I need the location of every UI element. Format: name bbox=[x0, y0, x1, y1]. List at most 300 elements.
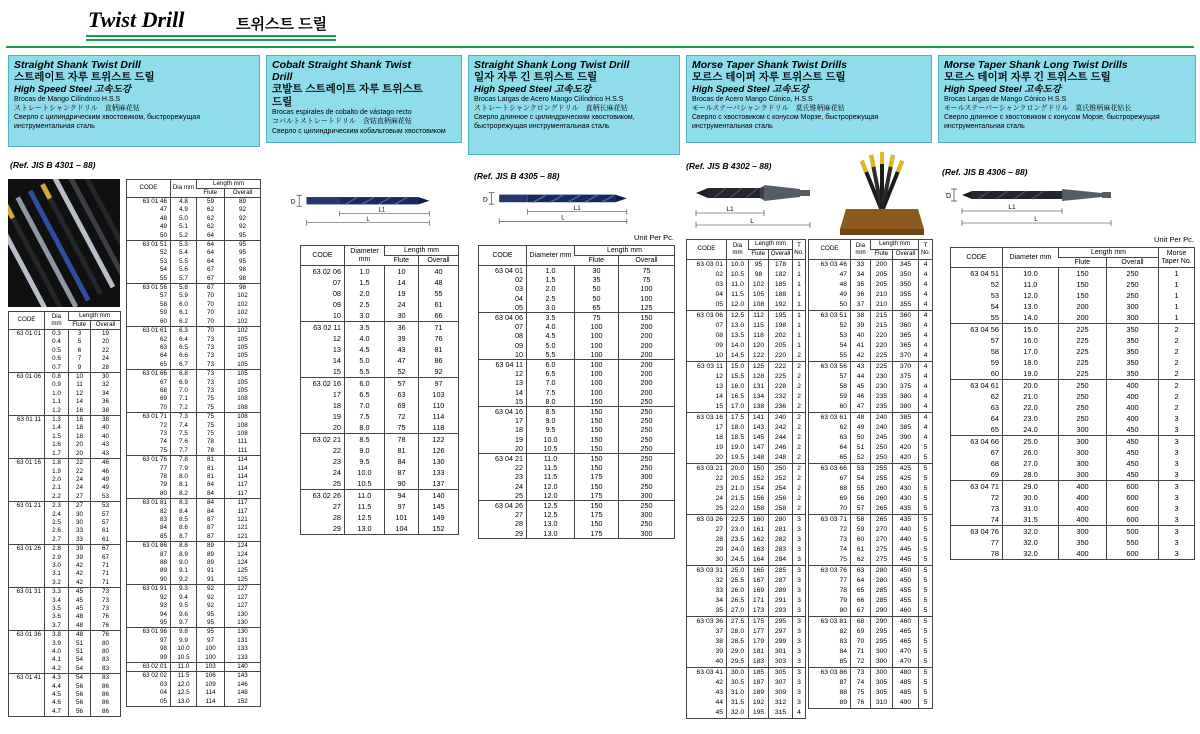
taper-cell: 2 bbox=[1159, 402, 1195, 413]
flute-cell: 260 bbox=[871, 494, 893, 504]
flute-cell: 100 bbox=[575, 378, 619, 387]
size-row bbox=[9, 355, 121, 363]
flute-cell: 175 bbox=[575, 491, 619, 501]
flute-cell: 150 bbox=[575, 501, 619, 511]
flute-cell: 300 bbox=[1059, 458, 1107, 469]
overall-cell: 117 bbox=[225, 481, 261, 489]
code-cell: 54 bbox=[990, 302, 999, 311]
overall-cell: 49 bbox=[91, 484, 121, 492]
overall-cell: 121 bbox=[225, 524, 261, 532]
overall-cell: 365 bbox=[893, 331, 919, 341]
flute-cell: 81 bbox=[385, 445, 419, 456]
flute-cell: 225 bbox=[1059, 346, 1107, 357]
overall-cell: 133 bbox=[225, 654, 261, 663]
dia-cell: 40 bbox=[851, 331, 871, 341]
col-header-dia: Dia mm bbox=[171, 180, 197, 198]
size-row bbox=[301, 366, 459, 378]
size-row bbox=[301, 400, 459, 411]
size-row bbox=[127, 465, 261, 473]
overall-cell: 53 bbox=[91, 502, 121, 511]
dia-cell: 19.0 bbox=[727, 443, 749, 453]
code-cell bbox=[9, 554, 45, 562]
size-row bbox=[687, 688, 806, 698]
flute-cell: 100 bbox=[575, 331, 619, 340]
taper-cell: 3 bbox=[793, 525, 806, 535]
size-row bbox=[687, 260, 806, 271]
overall-cell: 385 bbox=[893, 423, 919, 433]
col-header-overall: Overall bbox=[419, 256, 459, 266]
size-row bbox=[9, 373, 121, 382]
size-row bbox=[127, 438, 261, 446]
flute-cell: 285 bbox=[871, 596, 893, 606]
overall-cell: 178 bbox=[769, 260, 793, 271]
overall-cell: 100 bbox=[619, 294, 675, 303]
dia-cell: 60 bbox=[851, 535, 871, 545]
size-row bbox=[809, 372, 933, 382]
size-row bbox=[127, 524, 261, 532]
taper-cell: 1 bbox=[793, 300, 806, 311]
col-header-length: Length mm bbox=[1059, 248, 1159, 258]
dia-cell: 27.0 bbox=[727, 606, 749, 617]
size-table-straight-small bbox=[8, 311, 121, 717]
code-cell: 23 bbox=[332, 457, 341, 466]
dia-cell: 4.5 bbox=[527, 331, 575, 340]
overall-cell: 61 bbox=[91, 527, 121, 535]
size-row bbox=[951, 290, 1195, 301]
dia-cell: 7.3 bbox=[171, 413, 197, 422]
flute-cell: 290 bbox=[871, 617, 893, 628]
overall-cell: 200 bbox=[619, 360, 675, 370]
col-header-overall: Overall bbox=[225, 189, 261, 198]
overall-cell: 76 bbox=[91, 622, 121, 631]
overall-cell: 291 bbox=[769, 596, 793, 606]
code-cell: 63 02 16 bbox=[312, 379, 341, 388]
flute-cell: 161 bbox=[749, 525, 769, 535]
overall-cell: 350 bbox=[1107, 324, 1159, 336]
flute-cell: 48 bbox=[69, 622, 91, 631]
flute-cell: 164 bbox=[749, 555, 769, 566]
overall-cell: 124 bbox=[225, 542, 261, 551]
overall-cell: 246 bbox=[769, 443, 793, 453]
dia-cell: 12.0 bbox=[527, 491, 575, 501]
size-row bbox=[479, 425, 675, 434]
size-row bbox=[809, 464, 933, 475]
size-row bbox=[127, 516, 261, 524]
code-cell: 14 bbox=[715, 393, 723, 400]
overall-cell: 600 bbox=[1107, 503, 1159, 514]
dia-cell: 30.0 bbox=[727, 668, 749, 679]
overall-cell: 127 bbox=[225, 594, 261, 602]
flute-cell: 24 bbox=[69, 476, 91, 484]
size-row bbox=[951, 469, 1195, 481]
code-cell: 62 bbox=[159, 335, 167, 343]
code-cell: 63 bbox=[839, 434, 847, 441]
size-row bbox=[127, 490, 261, 499]
size-row bbox=[951, 301, 1195, 312]
flute-cell: 173 bbox=[749, 606, 769, 617]
flute-cell: 210 bbox=[871, 300, 893, 311]
dia-cell: 75 bbox=[851, 688, 871, 698]
dia-cell: 13.0 bbox=[171, 698, 197, 707]
size-row bbox=[687, 504, 806, 515]
size-row bbox=[951, 268, 1195, 280]
dia-cell: 17.0 bbox=[1003, 346, 1059, 357]
overall-cell: 240 bbox=[769, 413, 793, 424]
code-cell: 63 02 01 bbox=[142, 662, 167, 670]
code-cell: 68 bbox=[990, 459, 999, 468]
taper-cell: 4 bbox=[919, 413, 933, 424]
overall-cell: 200 bbox=[619, 341, 675, 350]
dia-cell: 7.8 bbox=[171, 456, 197, 465]
dia-cell: 19.0 bbox=[1003, 368, 1059, 380]
flute-cell: 52 bbox=[385, 366, 419, 378]
col-header-length: Length mm bbox=[197, 180, 261, 189]
flute-cell: 27 bbox=[69, 493, 91, 502]
taper-cell: 1 bbox=[1159, 279, 1195, 290]
overall-cell: 303 bbox=[769, 657, 793, 668]
size-row bbox=[127, 395, 261, 403]
size-row bbox=[301, 512, 459, 523]
overall-cell: 293 bbox=[769, 606, 793, 617]
flute-cell: 400 bbox=[1059, 548, 1107, 560]
flute-cell: 100 bbox=[575, 350, 619, 360]
code-cell: 73 bbox=[990, 504, 999, 513]
section-title-es: Brocas Largas de Acero Mango Cilíndrico H.S.S bbox=[474, 96, 624, 104]
size-row bbox=[9, 597, 121, 605]
size-row bbox=[809, 606, 933, 617]
size-row bbox=[479, 313, 675, 323]
taper-cell: 5 bbox=[919, 494, 933, 504]
code-cell bbox=[9, 579, 45, 588]
flute-cell: 181 bbox=[749, 647, 769, 657]
code-cell: 04 bbox=[159, 689, 167, 697]
size-row bbox=[809, 535, 933, 545]
flute-cell: 72 bbox=[385, 411, 419, 422]
overall-cell: 460 bbox=[893, 617, 919, 628]
code-cell: 73 bbox=[159, 429, 167, 437]
flute-cell: 62 bbox=[197, 215, 225, 223]
size-row bbox=[809, 504, 933, 515]
size-row bbox=[127, 361, 261, 370]
flute-cell: 30 bbox=[385, 310, 419, 322]
overall-cell: 86 bbox=[91, 683, 121, 691]
size-row bbox=[809, 668, 933, 679]
dia-cell: 4.8 bbox=[171, 198, 197, 207]
size-row bbox=[9, 459, 121, 468]
overall-cell: 225 bbox=[769, 372, 793, 382]
size-row bbox=[479, 529, 675, 539]
size-row bbox=[809, 484, 933, 494]
size-row bbox=[951, 346, 1195, 357]
overall-cell: 34 bbox=[91, 390, 121, 398]
flute-cell: 265 bbox=[871, 515, 893, 526]
flute-cell: 150 bbox=[1059, 290, 1107, 301]
code-cell: 63 04 21 bbox=[495, 454, 523, 464]
dia-cell: 44 bbox=[851, 372, 871, 382]
flute-cell: 280 bbox=[871, 576, 893, 586]
overall-cell: 76 bbox=[91, 631, 121, 640]
section-title-es: Brocas de Acero Mango Cónico, H.S.S bbox=[692, 96, 813, 104]
flute-cell: 102 bbox=[749, 280, 769, 290]
flute-cell: 171 bbox=[749, 596, 769, 606]
size-row bbox=[951, 526, 1195, 538]
overall-cell: 297 bbox=[769, 627, 793, 637]
code-cell: 63 04 01 bbox=[495, 266, 523, 275]
taper-cell: 5 bbox=[919, 453, 933, 464]
flute-cell: 75 bbox=[197, 422, 225, 430]
code-cell: 80 bbox=[159, 489, 167, 497]
overall-cell: 450 bbox=[1107, 469, 1159, 481]
code-cell: 95 bbox=[159, 618, 167, 626]
size-group bbox=[809, 617, 933, 668]
dia-cell: 51 bbox=[851, 443, 871, 453]
flute-cell: 150 bbox=[749, 464, 769, 475]
overall-cell: 73 bbox=[91, 605, 121, 613]
code-cell: 93 bbox=[159, 602, 167, 610]
overall-cell: 117 bbox=[225, 499, 261, 508]
code-cell bbox=[9, 450, 45, 459]
size-row bbox=[301, 478, 459, 490]
code-cell: 70 bbox=[839, 505, 847, 512]
code-cell bbox=[9, 536, 45, 545]
dia-cell: 9.5 bbox=[527, 425, 575, 434]
flute-cell: 300 bbox=[871, 668, 893, 679]
overall-cell: 450 bbox=[1107, 458, 1159, 469]
size-row bbox=[127, 223, 261, 231]
taper-cell: 5 bbox=[919, 566, 933, 577]
size-row bbox=[9, 468, 121, 476]
size-row bbox=[301, 490, 459, 502]
code-cell: 69 bbox=[990, 470, 999, 479]
size-row bbox=[301, 288, 459, 299]
code-cell: 03 bbox=[515, 284, 523, 294]
overall-cell: 250 bbox=[619, 425, 675, 434]
col-header-overall: Overall bbox=[619, 256, 675, 266]
taper-cell: 5 bbox=[919, 576, 933, 586]
size-row bbox=[687, 382, 806, 392]
overall-cell: 122 bbox=[419, 434, 459, 446]
size-row bbox=[687, 341, 806, 351]
overall-cell: 450 bbox=[1107, 424, 1159, 436]
dia-cell: 25.0 bbox=[727, 566, 749, 577]
overall-cell: 125 bbox=[225, 576, 261, 585]
size-row bbox=[301, 322, 459, 334]
size-row bbox=[127, 275, 261, 284]
flute-cell: 179 bbox=[749, 637, 769, 647]
col-header-code: CODE bbox=[809, 240, 851, 260]
overall-cell: 118 bbox=[419, 422, 459, 434]
overall-cell: 280 bbox=[769, 515, 793, 526]
code-cell: 47 bbox=[839, 271, 847, 278]
size-row bbox=[687, 474, 806, 484]
size-row bbox=[127, 576, 261, 585]
dia-cell: 0.7 bbox=[45, 364, 69, 373]
size-row bbox=[687, 555, 806, 566]
size-group bbox=[951, 481, 1195, 526]
code-cell: 27 bbox=[332, 502, 341, 511]
overall-cell: 435 bbox=[893, 504, 919, 515]
taper-cell: 3 bbox=[793, 637, 806, 647]
size-group bbox=[687, 260, 806, 311]
size-group bbox=[9, 416, 121, 459]
size-row bbox=[301, 422, 459, 434]
dia-cell: 47 bbox=[851, 402, 871, 413]
size-row bbox=[479, 491, 675, 501]
overall-cell: 117 bbox=[225, 508, 261, 516]
size-row bbox=[687, 566, 806, 577]
code-cell: 63 01 71 bbox=[142, 413, 167, 421]
flute-cell: 54 bbox=[69, 674, 91, 683]
overall-cell: 370 bbox=[893, 351, 919, 362]
flute-cell: 300 bbox=[1059, 447, 1107, 458]
size-row bbox=[479, 350, 675, 360]
flute-cell: 57 bbox=[385, 378, 419, 390]
size-row bbox=[127, 499, 261, 508]
svg-text:D: D bbox=[482, 196, 488, 204]
code-cell: 27 bbox=[715, 526, 723, 533]
code-cell: 15 bbox=[515, 396, 523, 406]
taper-cell: 4 bbox=[919, 362, 933, 373]
dia-cell: 7.0 bbox=[527, 378, 575, 387]
code-cell: 62 bbox=[990, 392, 999, 401]
flute-cell: 183 bbox=[749, 657, 769, 668]
flute-cell: 65 bbox=[575, 303, 619, 313]
code-cell: 64 bbox=[159, 352, 167, 360]
flute-cell: 39 bbox=[69, 554, 91, 562]
dia-cell: 1.5 bbox=[527, 275, 575, 284]
dia-cell: 18.0 bbox=[727, 423, 749, 433]
flute-cell: 56 bbox=[69, 708, 91, 717]
flute-cell: 169 bbox=[749, 586, 769, 596]
dia-cell: 6.0 bbox=[171, 301, 197, 309]
dia-cell: 5.0 bbox=[171, 215, 197, 223]
dia-cell: 5.8 bbox=[171, 284, 197, 293]
flute-cell: 106 bbox=[197, 672, 225, 681]
flute-cell: 150 bbox=[575, 416, 619, 425]
dia-cell: 4.9 bbox=[171, 206, 197, 214]
taper-cell: 4 bbox=[919, 331, 933, 341]
size-row bbox=[9, 502, 121, 511]
overall-cell: 252 bbox=[769, 474, 793, 484]
code-cell bbox=[9, 570, 45, 578]
overall-cell: 250 bbox=[619, 463, 675, 472]
size-row bbox=[809, 382, 933, 392]
code-cell: 65 bbox=[990, 425, 999, 434]
dia-cell: 5.2 bbox=[171, 232, 197, 241]
code-cell: 78 bbox=[159, 473, 167, 480]
dia-cell: 4.4 bbox=[45, 683, 69, 691]
size-row bbox=[127, 206, 261, 214]
flute-cell: 300 bbox=[1059, 469, 1107, 481]
dia-cell: 26.0 bbox=[727, 586, 749, 596]
dia-cell: 16.0 bbox=[727, 382, 749, 392]
flute-cell: 250 bbox=[1059, 402, 1107, 413]
flute-cell: 225 bbox=[1059, 324, 1107, 336]
code-cell: 47 bbox=[159, 206, 167, 214]
flute-cell: 45 bbox=[69, 588, 91, 597]
code-cell: 69 bbox=[159, 395, 167, 403]
size-row bbox=[9, 398, 121, 406]
size-table-long bbox=[478, 245, 675, 539]
size-row bbox=[9, 545, 121, 554]
taper-cell: 5 bbox=[919, 637, 933, 647]
size-group bbox=[687, 566, 806, 617]
taper-cell: 4 bbox=[919, 280, 933, 290]
svg-text:L1: L1 bbox=[726, 206, 734, 213]
dia-cell: 8.2 bbox=[171, 490, 197, 499]
svg-text:D: D bbox=[290, 198, 296, 206]
flute-cell: 5 bbox=[69, 338, 91, 346]
overall-cell: 375 bbox=[893, 372, 919, 382]
size-row bbox=[809, 637, 933, 647]
dia-cell: 3.1 bbox=[45, 570, 69, 578]
dia-cell: 16.0 bbox=[1003, 335, 1059, 346]
size-group bbox=[127, 585, 261, 628]
flute-cell: 87 bbox=[197, 533, 225, 542]
overall-cell: 250 bbox=[1107, 279, 1159, 290]
overall-cell: 300 bbox=[619, 529, 675, 539]
taper-cell: 5 bbox=[919, 555, 933, 566]
size-row bbox=[9, 347, 121, 355]
size-row bbox=[301, 266, 459, 278]
section-title-jp: ストレートシャンクドリル 直柄麻花钻 bbox=[14, 105, 140, 113]
dia-cell: 4.6 bbox=[45, 699, 69, 707]
flute-cell: 101 bbox=[385, 512, 419, 523]
taper-cell: 4 bbox=[919, 392, 933, 402]
dia-cell: 3.9 bbox=[45, 640, 69, 648]
size-row bbox=[127, 542, 261, 551]
code-cell bbox=[9, 338, 45, 346]
flute-cell: 63 bbox=[385, 389, 419, 400]
dia-cell: 3.4 bbox=[45, 597, 69, 605]
dia-cell: 6.9 bbox=[171, 379, 197, 387]
dia-cell: 9.9 bbox=[171, 637, 197, 645]
dia-cell: 1.4 bbox=[45, 424, 69, 432]
overall-cell: 75 bbox=[619, 266, 675, 276]
overall-cell: 38 bbox=[91, 407, 121, 416]
dia-cell: 10.0 bbox=[527, 435, 575, 444]
section-title-ru: Сверло длинное с цилиндрическим хвостовиком, быстрорежущая инструментальная сталь bbox=[474, 114, 635, 131]
code-cell: 79 bbox=[159, 481, 167, 489]
flute-cell: 177 bbox=[749, 627, 769, 637]
size-row bbox=[127, 301, 261, 309]
dia-cell: 69 bbox=[851, 627, 871, 637]
overall-cell: 71 bbox=[419, 322, 459, 334]
dia-cell: 1.0 bbox=[345, 266, 385, 278]
overall-cell: 102 bbox=[225, 327, 261, 336]
code-cell: 10 bbox=[515, 349, 523, 359]
size-row bbox=[687, 423, 806, 433]
flute-cell: 54 bbox=[69, 656, 91, 664]
dia-cell: 7.4 bbox=[171, 422, 197, 430]
overall-cell: 121 bbox=[225, 533, 261, 542]
code-cell: 10 bbox=[715, 352, 723, 359]
size-row bbox=[479, 501, 675, 511]
code-cell: 45 bbox=[715, 709, 723, 716]
size-row bbox=[9, 579, 121, 588]
overall-cell: 133 bbox=[225, 645, 261, 653]
overall-cell: 71 bbox=[91, 579, 121, 588]
code-cell: 48 bbox=[839, 281, 847, 288]
overall-cell: 40 bbox=[91, 424, 121, 432]
taper-cell: 4 bbox=[919, 290, 933, 300]
flute-cell: 69 bbox=[385, 400, 419, 411]
size-row bbox=[9, 613, 121, 621]
code-cell: 24 bbox=[715, 495, 723, 502]
code-cell: 84 bbox=[839, 648, 847, 655]
dia-cell: 74 bbox=[851, 678, 871, 688]
size-table-straight-large bbox=[126, 179, 261, 707]
